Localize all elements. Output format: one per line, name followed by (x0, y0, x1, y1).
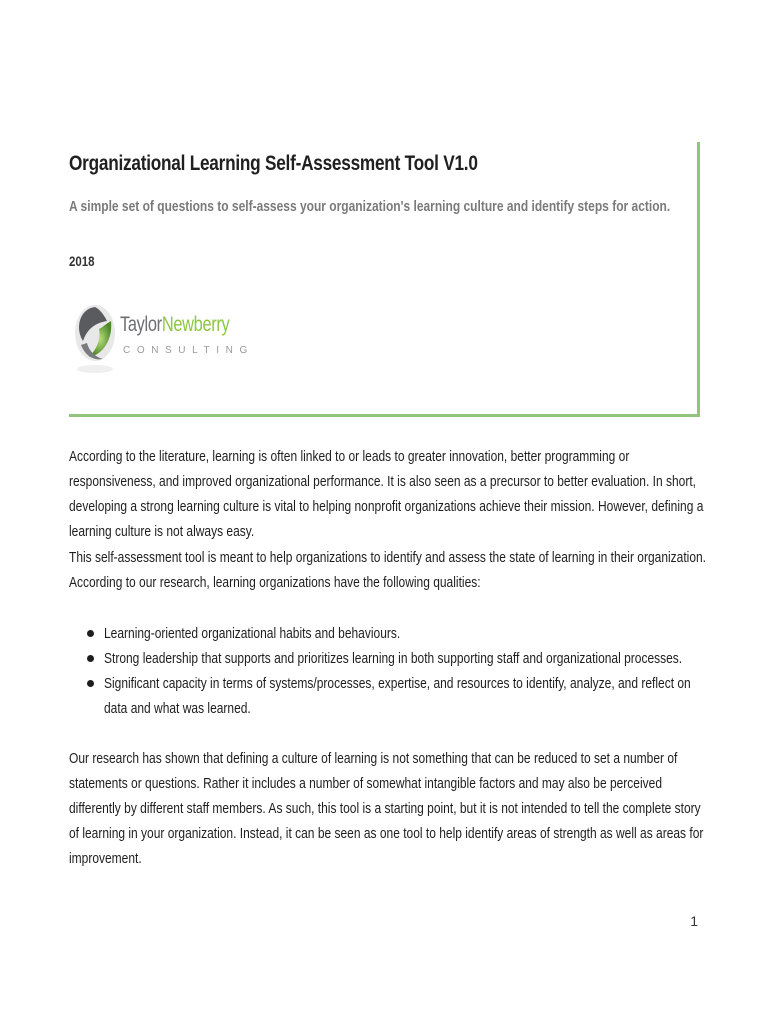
list-item-text: Significant capacity in terms of systems/processes, expertise, and resources to identify, analyze, and reflect on data and what was learned. (104, 675, 691, 717)
bullet-icon (87, 630, 94, 637)
list-item (87, 621, 707, 646)
qualities-list (87, 621, 707, 721)
research-paragraph (69, 746, 704, 871)
logo-wordmark-newberry: Newberry (161, 313, 230, 336)
document-year: 2018 (69, 253, 95, 269)
company-logo (73, 299, 273, 379)
list-item-text: Learning-oriented organizational habits and behaviours. (104, 625, 401, 642)
swirl-logo-icon (73, 299, 117, 377)
logo-tagline: CONSULTING (123, 345, 254, 356)
bullet-icon (87, 655, 94, 662)
research-paragraph-text: Our research has shown that defining a culture of learning is not something that can be reduced to set a number of statements or questions. Rather it includes a number of somewhat intangible factors and may also be perceived differently by different staff members. As such, this tool is a starting point, but it is not intended to tell the complete story of learning in your organization. Instead, it can be seen as one tool to help identify areas of strength as well as areas for improvement. (69, 750, 704, 867)
title-box (69, 142, 700, 417)
intro-paragraph-text: According to the literature, learning is often linked to or leads to greater innovation, better programming or responsiveness, and improved organizational performance. It is also seen as a precursor to better evaluation. In short, developing a strong learning culture is vital to helping nonprofit organizations achieve their mission. However, defining a learning culture is not always easy. (69, 448, 704, 540)
page-title: Organizational Learning Self-Assessment Tool V1.0 (69, 152, 478, 175)
intro-paragraph (69, 444, 704, 544)
purpose-paragraph-text: This self-assessment tool is meant to help organizations to identify and assess the state of learning in their organization. According to our research, learning organizations have the following qualities: (69, 549, 707, 591)
page-subtitle: A simple set of questions to self-assess your organization's learning culture and identify steps for action. (69, 198, 671, 215)
list-item (87, 646, 707, 671)
list-item-text: Strong leadership that supports and prioritizes learning in both supporting staff and organizational processes. (104, 650, 683, 667)
page-number: 1 (690, 913, 698, 929)
bullet-icon (87, 680, 94, 687)
purpose-paragraph (69, 545, 707, 595)
logo-wordmark (120, 313, 229, 337)
list-item (87, 671, 707, 721)
logo-wordmark-taylor: Taylor (120, 313, 162, 336)
